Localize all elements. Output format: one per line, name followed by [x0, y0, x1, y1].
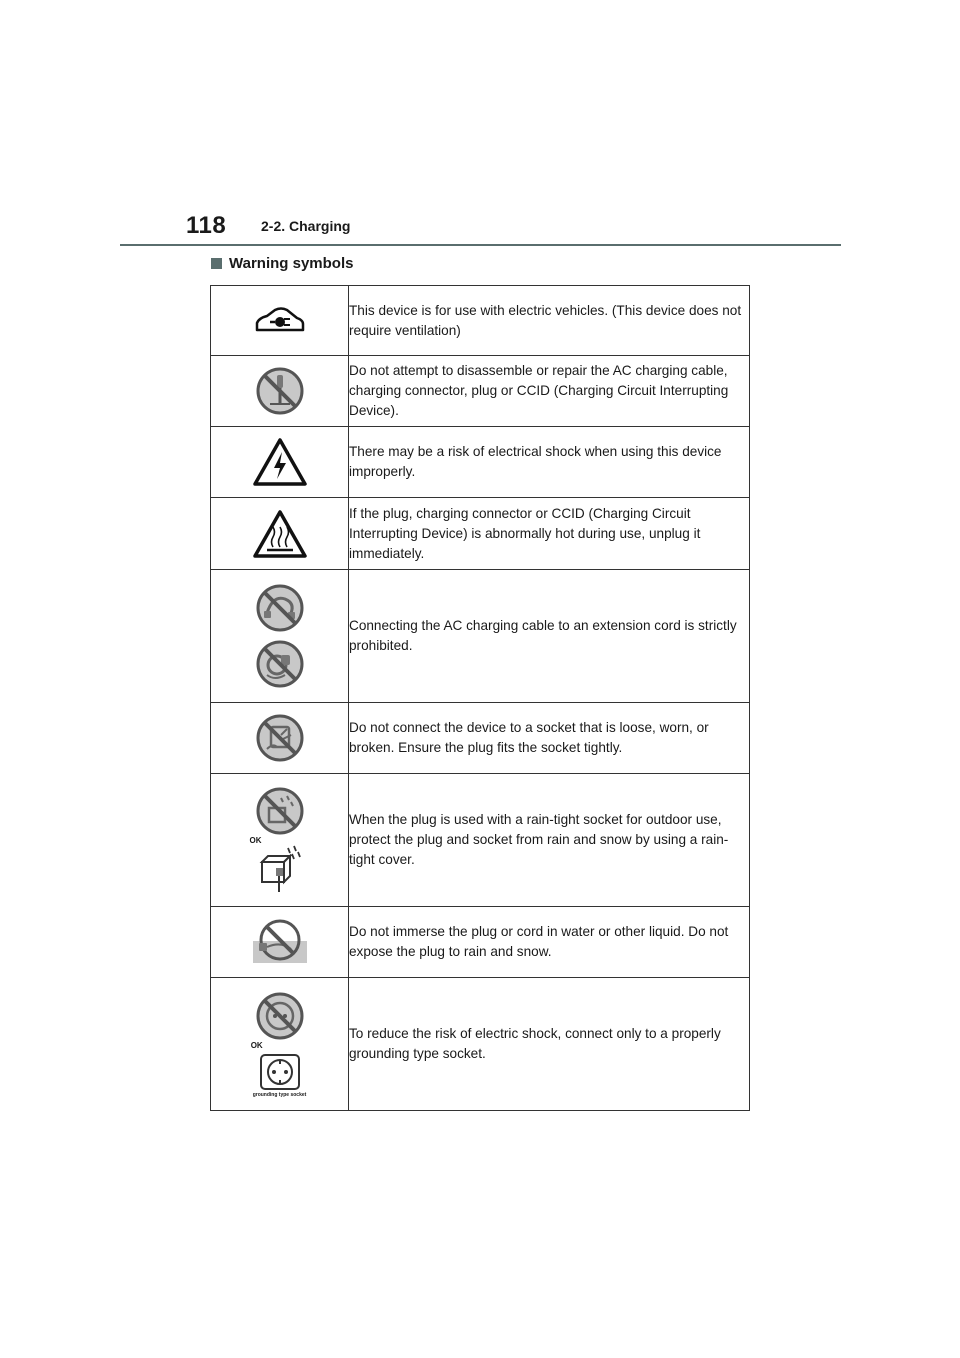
rain-tight-cover-icon	[211, 786, 348, 894]
no-immersion-icon	[253, 919, 307, 965]
page-number: 118	[186, 212, 227, 239]
table-row	[211, 498, 750, 570]
ok-example	[250, 1040, 307, 1098]
header-rule	[120, 244, 841, 246]
heading-bullet-icon	[211, 258, 222, 269]
row-text: Do not connect the device to a socket that is loose, worn, or broken. Ensure the plug fits the socket tightly.	[349, 703, 750, 774]
no-extension-cord-icon	[211, 583, 348, 689]
no-loose-socket-icon	[255, 713, 305, 763]
heading	[211, 255, 353, 272]
warning-symbols-table	[210, 285, 750, 1111]
electric-vehicle-icon	[253, 306, 307, 336]
row-text: To reduce the risk of electric shock, connect only to a properly grounding type socket.	[349, 978, 750, 1111]
table-row	[211, 427, 750, 498]
icon-cell	[211, 774, 349, 907]
no-extension-cord-icon-top	[255, 583, 305, 633]
rain-tight-socket-icon	[252, 842, 308, 894]
no-ungrounded-socket-icon	[255, 991, 305, 1041]
row-text: Connecting the AC charging cable to an extension cord is strictly prohibited.	[349, 570, 750, 703]
section-title: 2-2. Charging	[261, 218, 351, 234]
table-row	[211, 570, 750, 703]
icon-cell	[211, 286, 349, 356]
hot-surface-warning-icon	[252, 509, 308, 559]
icon-cell	[211, 498, 349, 570]
grounding-socket-icon	[211, 991, 348, 1098]
ok-label: OK	[249, 836, 262, 845]
row-text: If the plug, charging connector or CCID (Charging Circuit Interrupting Device) is abnormally hot during use, unplug it immediately.	[349, 498, 750, 570]
table-row	[211, 774, 750, 907]
row-text: This device is for use with electric vehicles. (This device does not require ventilation)	[349, 286, 750, 356]
icon-cell	[211, 703, 349, 774]
icon-cell	[211, 907, 349, 978]
grounding-type-socket-icon	[259, 1053, 301, 1091]
icon-cell	[211, 978, 349, 1111]
table-row	[211, 978, 750, 1111]
row-text: Do not immerse the plug or cord in water or other liquid. Do not expose the plug to rain and snow.	[349, 907, 750, 978]
heading-text: Warning symbols	[229, 255, 354, 272]
electric-shock-warning-icon	[252, 437, 308, 487]
table-row	[211, 703, 750, 774]
no-disassembly-icon	[255, 366, 305, 416]
row-text: There may be a risk of electrical shock when using this device improperly.	[349, 427, 750, 498]
row-text: When the plug is used with a rain-tight socket for outdoor use, protect the plug and socket from rain and snow by using a rain-tight cover.	[349, 774, 750, 907]
no-extension-cord-icon-bottom	[255, 639, 305, 689]
socket-caption: grounding type socket	[252, 1091, 307, 1098]
ok-example	[249, 836, 308, 894]
icon-cell	[211, 356, 349, 427]
table-row	[211, 286, 750, 356]
row-text: Do not attempt to disassemble or repair the AC charging cable, charging connector, plug or CCID (Charging Circuit Interrupting Device).	[349, 356, 750, 427]
icon-cell	[211, 427, 349, 498]
table-row	[211, 356, 750, 427]
ok-label: OK	[250, 1040, 263, 1050]
icon-cell	[211, 570, 349, 703]
no-rain-socket-icon	[255, 786, 305, 836]
table-row	[211, 907, 750, 978]
